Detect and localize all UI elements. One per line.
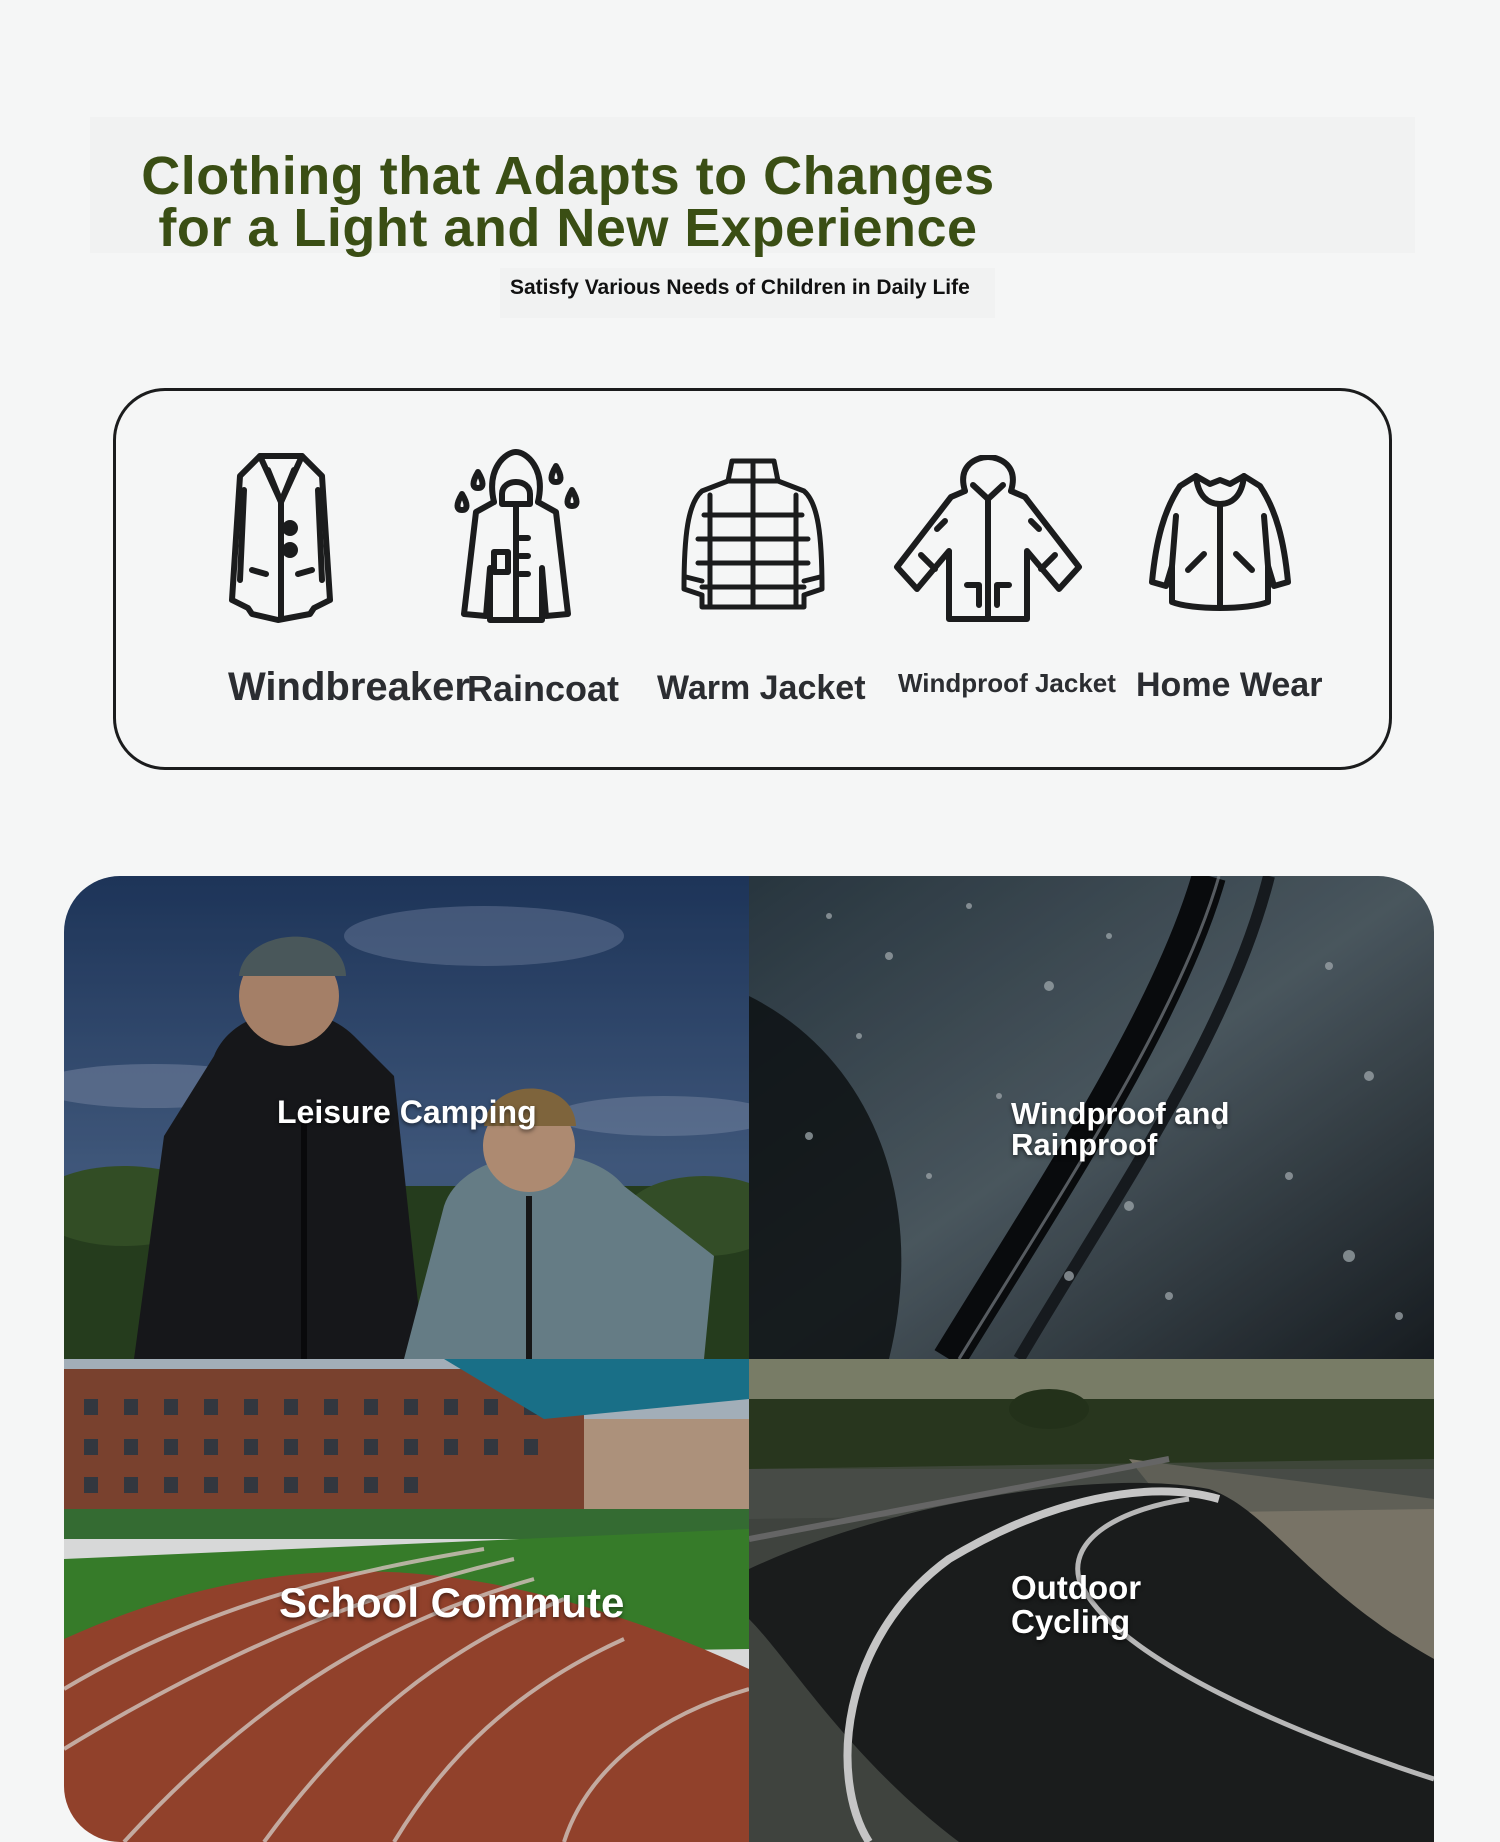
page-subtitle: Satisfy Various Needs of Children in Daily Life xyxy=(510,276,970,299)
category-label-windproof-jacket xyxy=(898,668,1116,698)
zip-hoodie-icon xyxy=(1148,470,1292,614)
scene-label-outdoor-cycling xyxy=(1011,1571,1191,1639)
category-label-warm-jacket: Warm Jacket xyxy=(657,669,866,707)
coat-icon xyxy=(218,450,344,624)
windproof-jacket-text: Windproof Jacket xyxy=(898,668,1116,698)
scene-label-windproof-rainproof xyxy=(1011,1098,1271,1160)
hooded-jacket-icon xyxy=(893,455,1083,623)
category-label-windbreaker: Windbreaker xyxy=(228,665,470,709)
scene-label-school-commute: School Commute xyxy=(279,1579,625,1626)
windproof-rainproof-text: Windproof and Rainproof xyxy=(1011,1096,1230,1162)
puffer-jacket-drawing xyxy=(680,455,826,613)
school-running-track-photo xyxy=(64,1359,749,1842)
page-title: Clothing that Adapts to Changes for a Light and New Experience xyxy=(141,146,995,258)
home-wear-text: Home Wear xyxy=(1136,666,1323,704)
category-label-raincoat: Raincoat xyxy=(467,668,620,709)
curved-road-photo xyxy=(749,1359,1434,1842)
category-label-home-wear xyxy=(1136,666,1323,704)
raincoat-icon xyxy=(446,448,586,624)
scene-photo-grid xyxy=(64,876,1434,1842)
raindrops-on-fabric-photo xyxy=(749,876,1434,1359)
outdoor-cycling-text: Outdoor Cycling xyxy=(1011,1569,1142,1640)
children-outdoors-photo xyxy=(64,876,749,1359)
scene-label-leisure-camping: Leisure Camping xyxy=(277,1094,537,1130)
